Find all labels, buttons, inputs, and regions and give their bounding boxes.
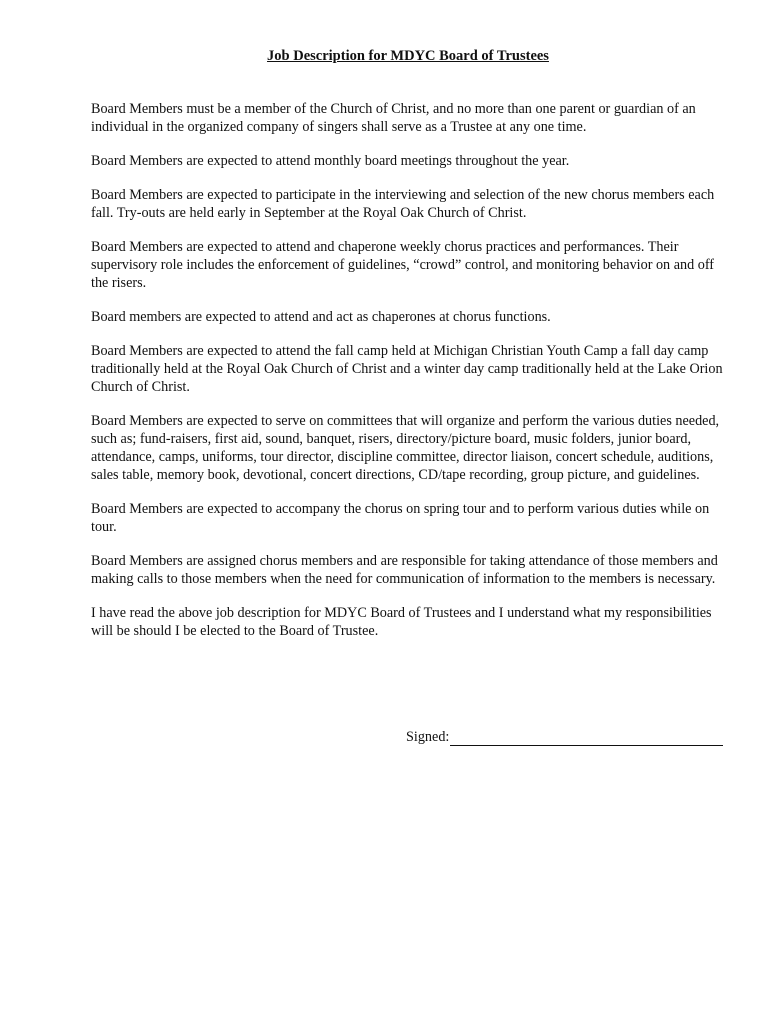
paragraph-committees: Board Members are expected to serve on committees that will organize and perform the various duties needed, such as; fund-raisers, first aid, sound, banquet, risers, directory/picture board, music folders, junior board, attendance, camps, uniforms, tour director, discipline committee, director liaison, concert schedule, auditions, sales table, memory book, devotional, concert directions, CD/tape recording, group picture, and guidelines.	[91, 413, 720, 483]
paragraph-acknowledgement: I have read the above job description for MDYC Board of Trustees and I understand what my responsibilities will be should I be elected to the Board of Trustee.	[91, 605, 712, 639]
paragraph-monthly-meetings: Board Members are expected to attend monthly board meetings throughout the year.	[91, 153, 570, 169]
paragraph-chorus-functions: Board members are expected to attend and act as chaperones at chorus functions.	[91, 309, 551, 325]
paragraph-membership: Board Members must be a member of the Church of Christ, and no more than one parent or guardian of an individual in the organized company of singers shall serve as a Trustee at any one time.	[91, 101, 696, 135]
paragraph-chaperone-practices: Board Members are expected to attend and chaperone weekly chorus practices and performances. Their supervisory role includes the enforcement of guidelines, “crowd” control, and monitoring behavior on and off the risers.	[91, 239, 715, 291]
paragraph-tryouts: Board Members are expected to participate in the interviewing and selection of the new chorus members each fall. Try-outs are held early in September at the Royal Oak Church of Christ.	[91, 187, 715, 221]
signature-line[interactable]	[450, 731, 723, 746]
signature-block	[406, 726, 726, 746]
signature-label: Signed:	[406, 729, 450, 745]
paragraph-spring-tour: Board Members are expected to accompany the chorus on spring tour and to perform various duties while on tour.	[91, 501, 710, 535]
paragraph-camps: Board Members are expected to attend the fall camp held at Michigan Christian Youth Camp a fall day camp traditionally held at the Royal Oak Church of Christ and a winter day camp traditionally held at the Lake Orion Church of Christ.	[91, 343, 723, 395]
document-body	[91, 100, 731, 656]
document-title: Job Description for MDYC Board of Trustees	[267, 48, 549, 64]
paragraph-attendance: Board Members are assigned chorus members and are responsible for taking attendance of those members and making calls to those members when the need for communication of information to the members is necessary.	[91, 553, 718, 587]
